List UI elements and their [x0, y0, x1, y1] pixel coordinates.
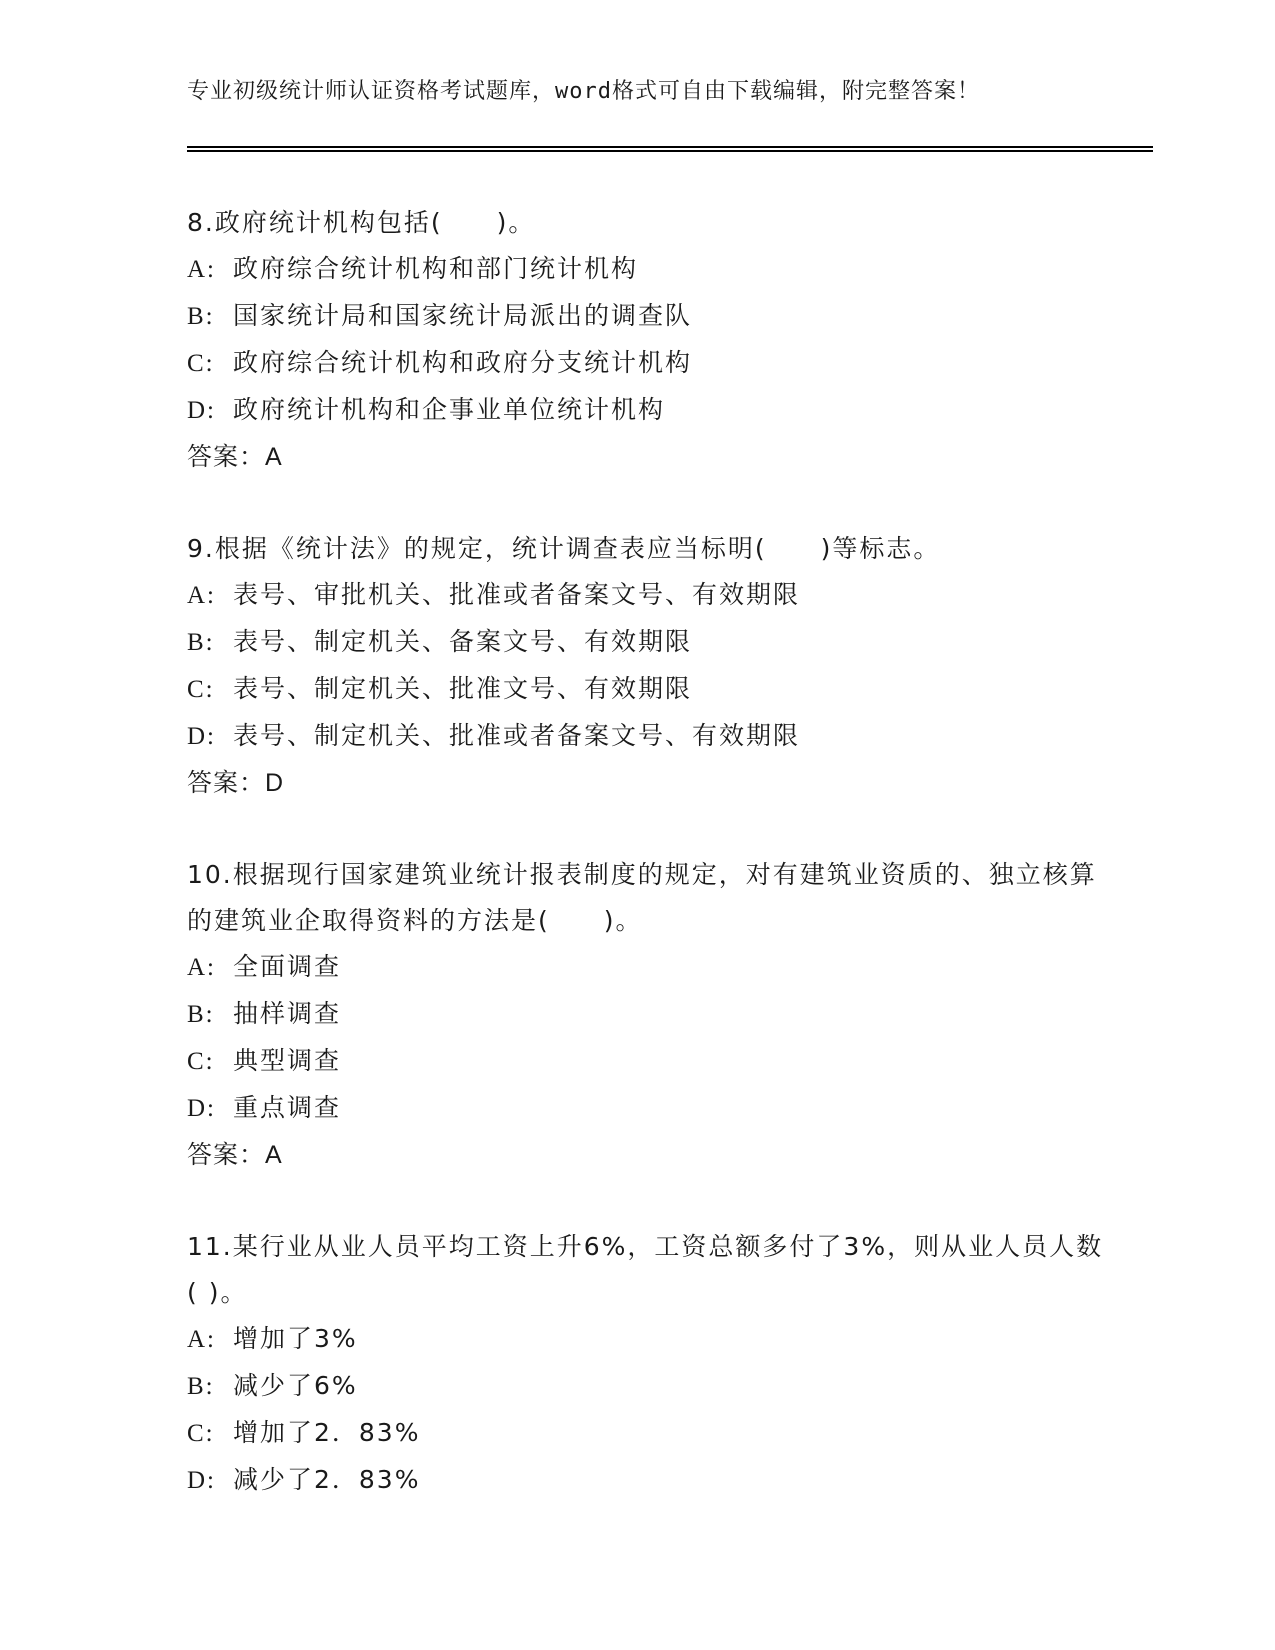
option-letter: D:	[187, 1467, 216, 1494]
option-text: 政府综合统计机构和政府分支统计机构	[233, 348, 693, 377]
option-text: 政府统计机构和企事业单位统计机构	[233, 395, 666, 424]
page-header-title: 专业初级统计师认证资格考试题库，word格式可自由下载编辑，附完整答案！	[187, 79, 980, 104]
question-text: 8.政府统计机构包括( )。	[187, 208, 536, 237]
option-text: 增加了2．83%	[233, 1418, 421, 1447]
question-8	[187, 200, 1107, 480]
option-letter: D:	[187, 1095, 216, 1122]
option-letter: C:	[187, 350, 215, 377]
option-text: 表号、制定机关、备案文号、有效期限	[233, 627, 693, 656]
question-list	[187, 200, 1107, 1550]
option-text: 典型调查	[233, 1046, 342, 1075]
option-text: 政府综合统计机构和部门统计机构	[233, 254, 639, 283]
option-d	[187, 1085, 1107, 1132]
question-text: 11.某行业从业人员平均工资上升6%，工资总额多付了3%，则从业人员人数( )。	[187, 1232, 1104, 1307]
option-c	[187, 1038, 1107, 1085]
option-text: 国家统计局和国家统计局派出的调查队	[233, 301, 693, 330]
option-text: 表号、审批机关、批准或者备案文号、有效期限	[233, 580, 801, 609]
option-c	[187, 340, 1107, 387]
option-a	[187, 944, 1107, 991]
option-a	[187, 1316, 1107, 1363]
option-letter: A:	[187, 256, 216, 283]
option-letter: A:	[187, 1326, 216, 1353]
option-letter: B:	[187, 1373, 215, 1400]
option-letter: D:	[187, 397, 216, 424]
question-text: 9.根据《统计法》的规定，统计调查表应当标明( )等标志。	[187, 534, 941, 563]
header-rule-bottom	[187, 150, 1153, 152]
option-d	[187, 1457, 1107, 1504]
option-text: 重点调查	[233, 1093, 342, 1122]
option-text: 表号、制定机关、批准文号、有效期限	[233, 674, 693, 703]
answer-line: 答案：A	[187, 1141, 283, 1169]
option-d	[187, 713, 1107, 760]
option-letter: B:	[187, 629, 215, 656]
option-letter: C:	[187, 676, 215, 703]
question-10	[187, 852, 1107, 1178]
option-text: 表号、制定机关、批准或者备案文号、有效期限	[233, 721, 801, 750]
question-11	[187, 1224, 1107, 1504]
header-rule-top	[187, 146, 1153, 148]
question-text: 10.根据现行国家建筑业统计报表制度的规定，对有建筑业资质的、独立核算的建筑业企取得资料的方法是( )。	[187, 860, 1097, 935]
option-letter: C:	[187, 1048, 215, 1075]
option-d	[187, 387, 1107, 434]
question-9	[187, 526, 1107, 806]
option-b	[187, 1363, 1107, 1410]
option-b	[187, 991, 1107, 1038]
option-b	[187, 619, 1107, 666]
option-text: 全面调查	[233, 952, 342, 981]
option-a	[187, 572, 1107, 619]
option-text: 增加了3%	[233, 1324, 358, 1353]
answer-line: 答案：D	[187, 769, 285, 797]
option-letter: A:	[187, 582, 216, 609]
option-a	[187, 246, 1107, 293]
option-b	[187, 293, 1107, 340]
option-text: 减少了2．83%	[233, 1465, 421, 1494]
option-text: 抽样调查	[233, 999, 342, 1028]
option-c	[187, 1410, 1107, 1457]
option-letter: B:	[187, 1001, 215, 1028]
option-text: 减少了6%	[233, 1371, 358, 1400]
option-letter: D:	[187, 723, 216, 750]
answer-line: 答案：A	[187, 443, 283, 471]
option-c	[187, 666, 1107, 713]
option-letter: B:	[187, 303, 215, 330]
option-letter: A:	[187, 954, 216, 981]
option-letter: C:	[187, 1420, 215, 1447]
